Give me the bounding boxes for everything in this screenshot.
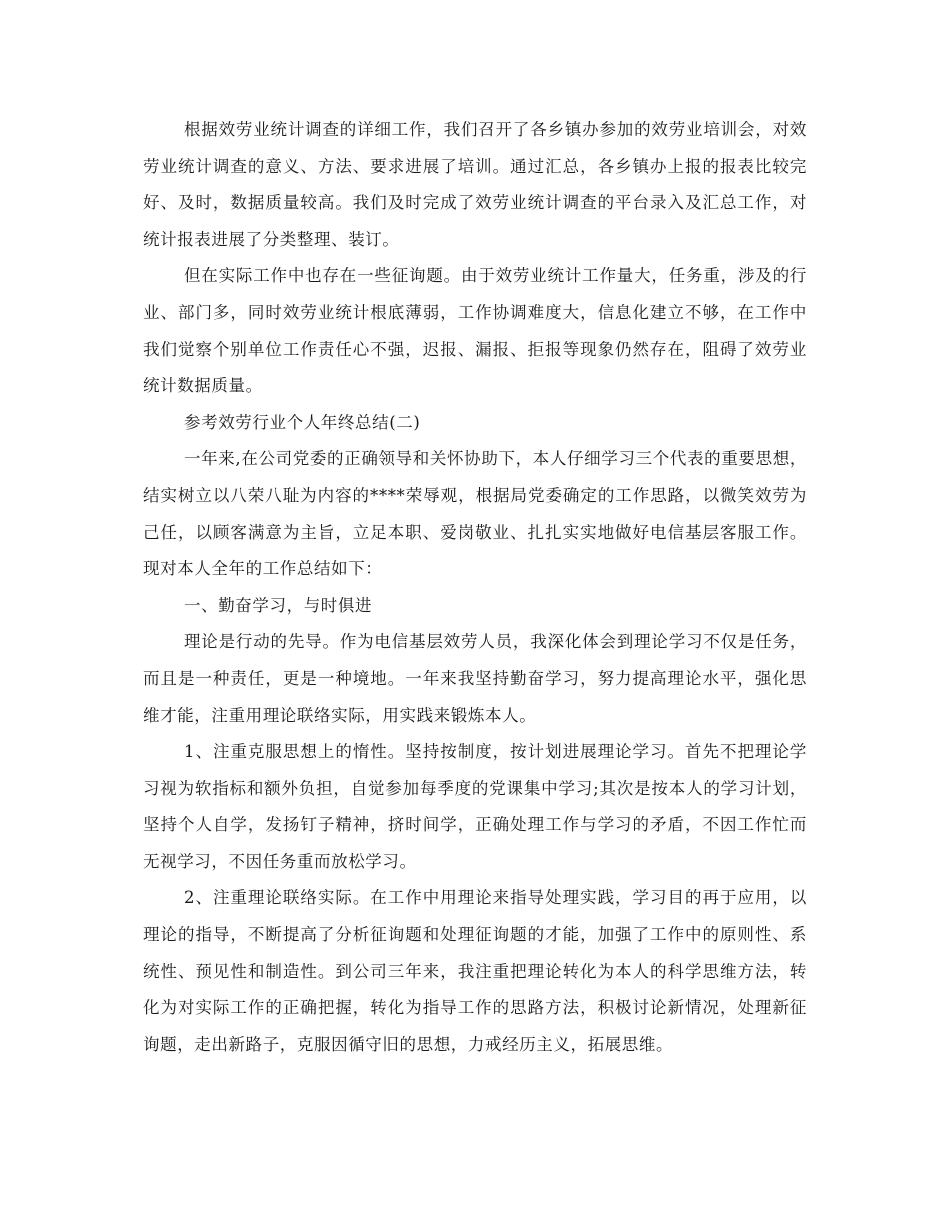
document-body (143, 112, 807, 1063)
paragraph-theory: 理论是行动的先导。作为电信基层效劳人员，我深化体会到理论学习不仅是任务，而且是一种责任，更是一种境地。一年来我坚持勤奋学习，努力提高理论水平，强化思维才能，注重用理论联络实际，用实践来锻炼本人。 (143, 632, 807, 725)
heading-study: 一、勤奋学习，与时俱进 (184, 595, 373, 615)
paragraph-survey-work: 根据效劳业统计调查的详细工作，我们召开了各乡镇办参加的效劳业培训会，对效劳业统计调查的意义、方法、要求进展了培训。通过汇总，各乡镇办上报的报表比较完好、及时，数据质量较高。我们及时完成了效劳业统计调查的平台录入及汇总工作，对统计报表进展了分类整理、装订。 (143, 120, 807, 249)
paragraph-point-1: 1、注重克服思想上的惰性。坚持按制度，按计划进展理论学习。首先不把理论学习视为软指标和额外负担，自觉参加每季度的党课集中学习;其次是按本人的学习计划，坚持个人自学，发扬钉子精神，挤时间学，正确处理工作与学习的矛盾，不因工作忙而无视学习，不因任务重而放松学习。 (143, 742, 807, 871)
paragraph-problems: 但在实际工作中也存在一些征询题。由于效劳业统计工作量大，任务重，涉及的行业、部门多，同时效劳业统计根底薄弱，工作协调难度大，信息化建立不够，在工作中我们觉察个别单位工作责任心不强，迟报、漏报、拒报等现象仍然存在，阻碍了效劳业统计数据质量。 (143, 266, 807, 396)
section-title: 参考效劳行业个人年终总结(二) (184, 412, 421, 432)
paragraph-intro: 一年来,在公司党委的正确领导和关怀协助下，本人仔细学习三个代表的重要思想，结实树立以八荣八耻为内容的****荣辱观，根据局党委确定的工作思路，以微笑效劳为己任，以顾客满意为主旨，立足本职、爱岗敬业、扎扎实实地做好电信基层客服工作。现对本人全年的工作总结如下： (143, 449, 807, 579)
paragraph-point-2: 2、注重理论联络实际。在工作中用理论来指导处理实践，学习目的再于应用，以理论的指导，不断提高了分析征询题和处理征询题的才能，加强了工作中的原则性、系统性、预见性和制造性。到公司三年来，我注重把理论转化为本人的科学思维方法，转化为对实际工作的正确把握，转化为指导工作的思路方法，积极讨论新情况，处理新征询题，走出新路子，克服因循守旧的思想，力戒经历主义，拓展思维。 (143, 888, 807, 1054)
